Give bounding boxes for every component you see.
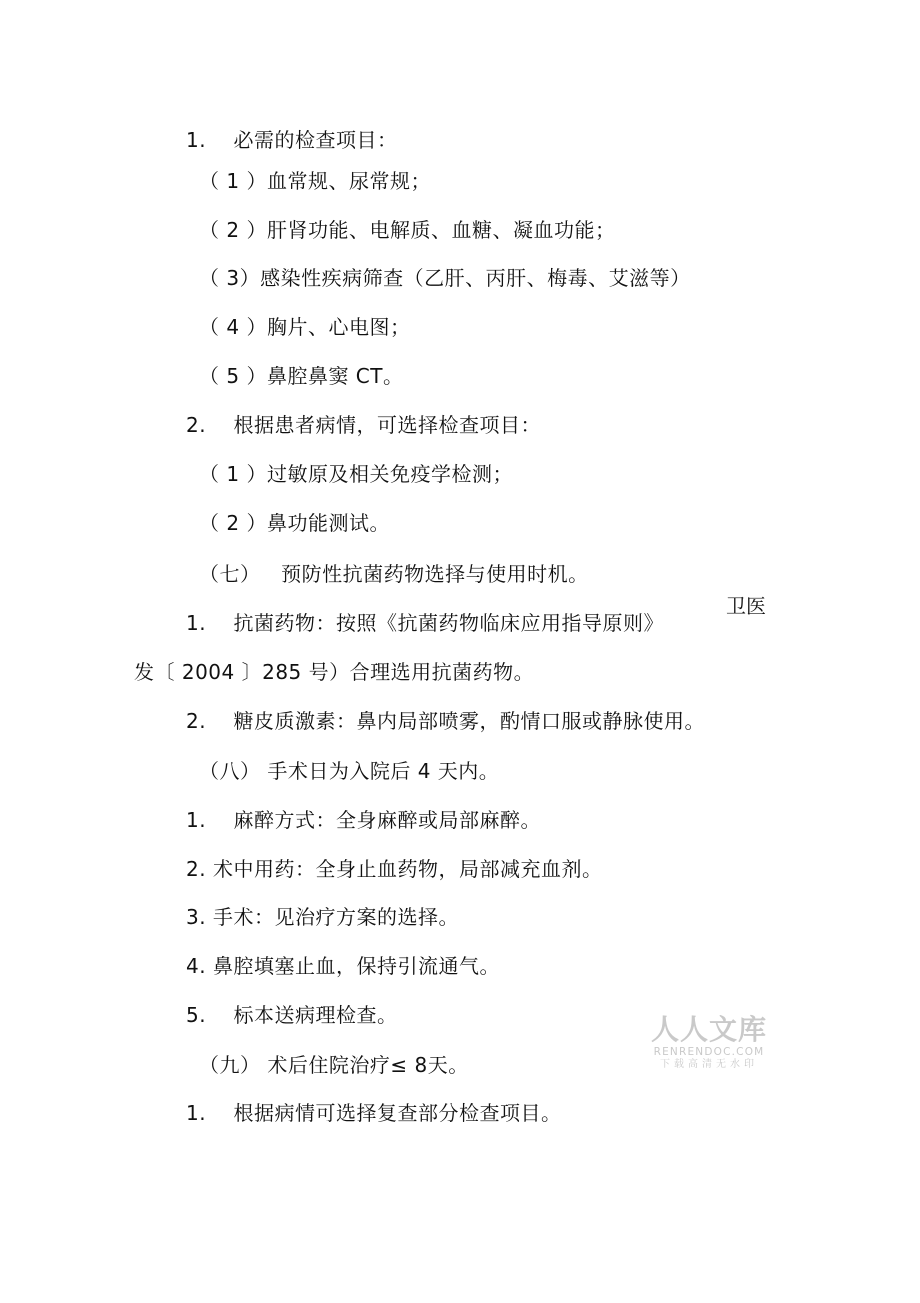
exam-2-liver-kidney: （ 2 ）肝肾功能、电解质、血糖、凝血功能；	[199, 218, 616, 242]
exam-4-chest-ecg: （ 4 ）胸片、心电图；	[199, 315, 411, 339]
antibiotic-item-2-corticosteroid: 2. 糖皮质激素：鼻内局部喷雾，酌情口服或静脉使用。	[186, 709, 706, 733]
item-1-required-exams: 1. 必需的检查项目：	[186, 128, 398, 152]
antibiotic-doc-prefix: 卫医	[726, 594, 766, 618]
surgery-item-3-procedure: 3. 手术：见治疗方案的选择。	[186, 905, 459, 929]
surgery-item-5-pathology: 5. 标本送病理检查。	[186, 1003, 398, 1027]
surgery-item-4-packing: 4. 鼻腔填塞止血，保持引流通气。	[186, 954, 500, 978]
watermark-title: 人人文库	[650, 1013, 767, 1046]
section-8-heading: （八） 手术日为入院后 4 天内。	[199, 759, 500, 783]
watermark-url: RENRENDOC.COM	[653, 1046, 765, 1058]
exam-1-blood-urine: （ 1 ）血常规、尿常规；	[199, 169, 431, 193]
exam-5-ct: （ 5 ）鼻腔鼻窦 CT。	[199, 364, 404, 388]
postop-item-1-recheck: 1. 根据病情可选择复查部分检查项目。	[186, 1101, 562, 1125]
item-2-optional-exams: 2. 根据患者病情，可选择检查项目：	[186, 413, 542, 437]
section-7-heading: （七） 预防性抗菌药物选择与使用时机。	[199, 562, 589, 586]
exam-3-infection-screening: （ 3）感染性疾病筛查（乙肝、丙肝、梅毒、艾滋等）	[199, 266, 691, 290]
watermark-subtitle: 下载高清无水印	[660, 1059, 758, 1070]
watermark-logo	[646, 1014, 772, 1072]
section-9-heading: （九） 术后住院治疗≤ 8天。	[199, 1053, 469, 1077]
antibiotic-item-1-continued: 发〔 2004 〕285 号）合理选用抗菌药物。	[134, 660, 535, 684]
surgery-item-1-anesthesia: 1. 麻醉方式：全身麻醉或局部麻醉。	[186, 808, 542, 832]
optional-2-nasal-function: （ 2 ）鼻功能测试。	[199, 511, 390, 535]
antibiotic-item-1: 1. 抗菌药物：按照《抗菌药物临床应用指导原则》	[186, 611, 665, 635]
optional-1-allergen: （ 1 ）过敏原及相关免疫学检测；	[199, 462, 513, 486]
surgery-item-2-medication: 2. 术中用药：全身止血药物，局部减充血剂。	[186, 857, 603, 881]
